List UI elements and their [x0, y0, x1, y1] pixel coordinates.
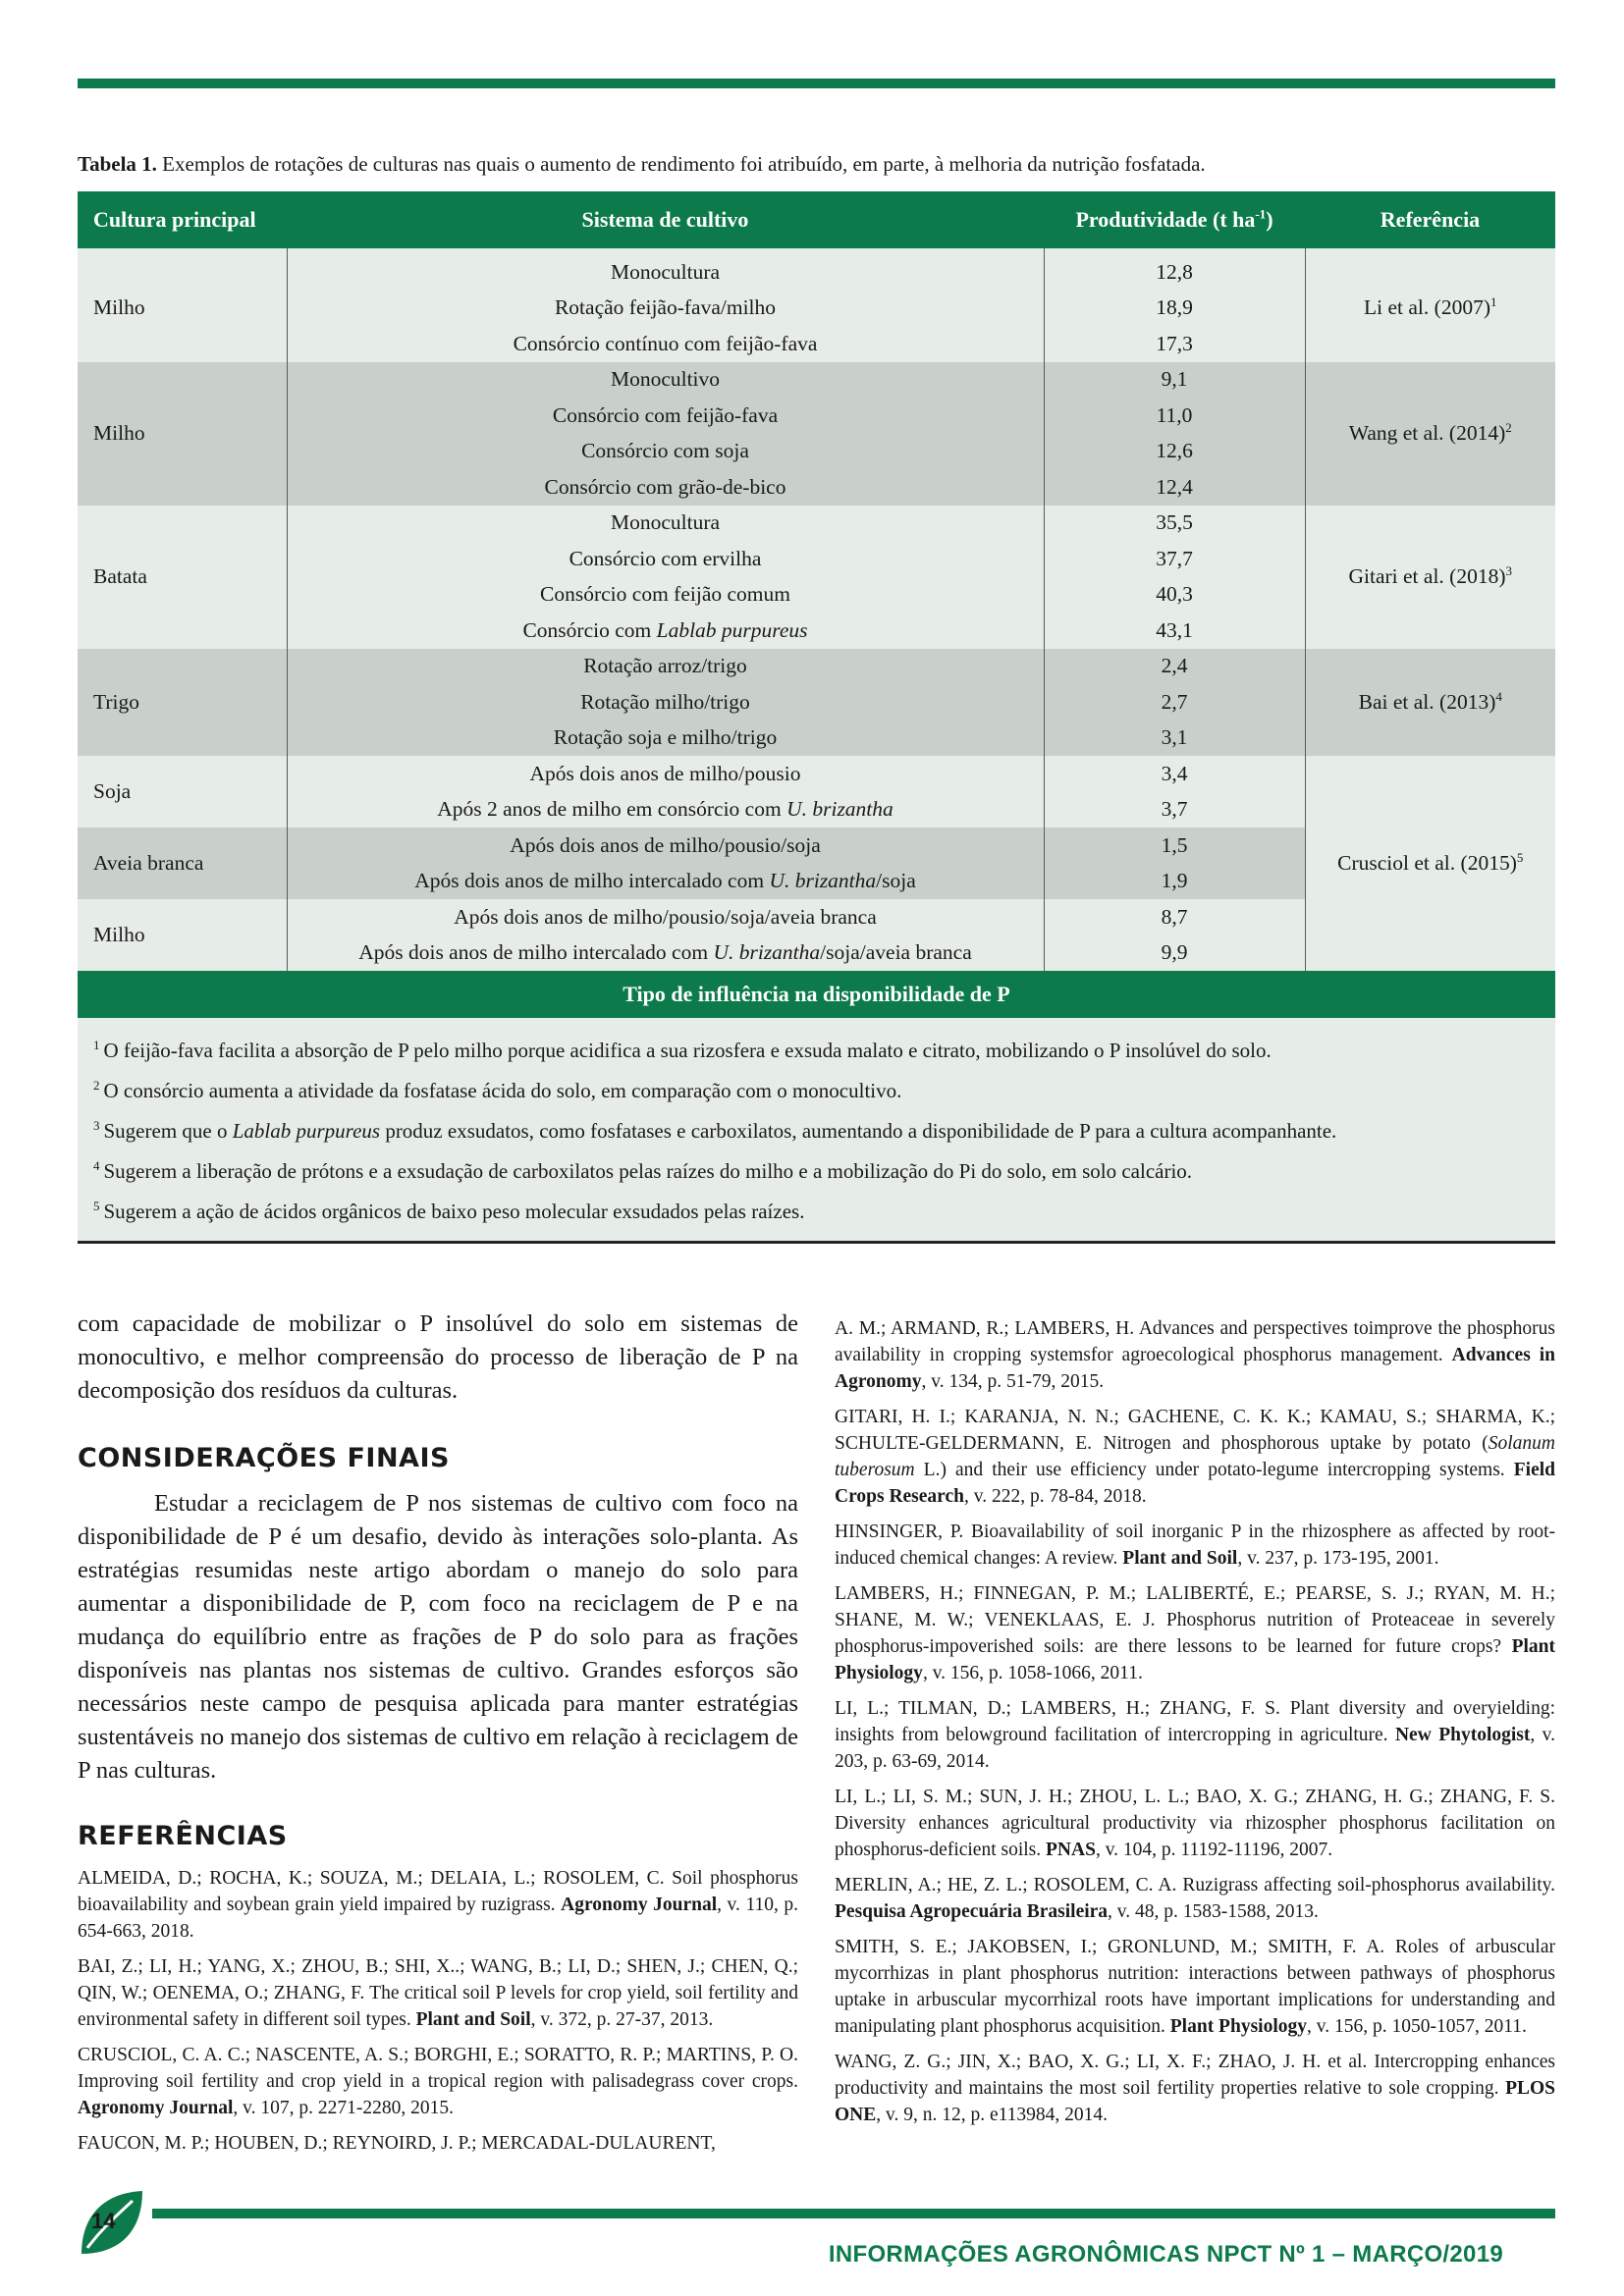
prod-cell: 11,0: [1044, 398, 1305, 434]
prod-cell: 12,8: [1044, 248, 1305, 291]
reference-item: LI, L.; TILMAN, D.; LAMBERS, H.; ZHANG, F. S. Plant diversity and overyielding: insights from belowground facilitation of intercropping in agriculture. New Phytologist, v. 203, p. 63-69, 2014.: [835, 1698, 1555, 1772]
prod-cell: 40,3: [1044, 577, 1305, 614]
cultura-cell: Batata: [78, 506, 287, 649]
prod-cell: 2,7: [1044, 684, 1305, 721]
reference-item: ALMEIDA, D.; ROCHA, K.; SOUZA, M.; DELAIA, L.; ROSOLEM, C. Soil phosphorus bioavailability and soybean grain yield impaired by ruzigrass. Agronomy Journal, v. 110, p. 654-663, 2018.: [78, 1868, 799, 1942]
prod-cell: 18,9: [1044, 291, 1305, 327]
referencia-cell: Crusciol et al. (2015)$^5$: [1305, 756, 1555, 971]
referencia-cell: Wang et al. (2014)$^2$: [1305, 362, 1555, 506]
table-1: [78, 191, 1555, 1244]
prod-cell: 37,7: [1044, 541, 1305, 577]
sistema-cell: Após dois anos de milho intercalado com U. brizantha/soja/aveia branca: [287, 935, 1044, 972]
journal-footer-title: INFORMAÇÕES AGRONÔMICAS NPCT Nº 1 – MARÇO/2019: [828, 2241, 1503, 2268]
sistema-cell: Consórcio com feijão-fava: [287, 398, 1044, 434]
reference-item: CRUSCIOL, C. A. C.; NASCENTE, A. S.; BORGHI, E.; SORATTO, R. P.; MARTINS, P. O. Improving soil fertility and crop yield in a tropical region with palisadegrass cover crops. Agronomy Journal, v. 107, p. 2271-2280, 2015.: [78, 2045, 798, 2118]
data-table: [78, 191, 1555, 971]
note-3: $^3$ Sugerem que o Lablab purpureus produz exsudatos, como fosfatases e carboxilatos, aumentando a disponibilidade de P para a cultura acompanhante.: [93, 1118, 1337, 1143]
note-1: $^1$ O feijão-fava facilita a absorção de P pelo milho porque acidifica a sua rizosfera e exsuda malato e citrato, mobilizando o P insolúvel do solo.: [93, 1038, 1272, 1062]
table-bottom-rule: [78, 1241, 1555, 1244]
sistema-cell: Rotação milho/trigo: [287, 684, 1044, 721]
table-caption: Tabela 1. Exemplos de rotações de culturas nas quais o aumento de rendimento foi atribuído, em parte, à melhoria da nutrição fosfatada.: [78, 152, 1206, 176]
prod-cell: 9,1: [1044, 362, 1305, 399]
top-rule: [78, 79, 1555, 88]
footer-rule: [152, 2209, 1555, 2218]
reference-item: BAI, Z.; LI, H.; YANG, X.; ZHOU, B.; SHI, X..; WANG, B.; LI, D.; SHEN, J.; CHEN, Q.; QIN, W.; OENEMA, O.; ZHANG, F. The critical soil P levels for crop yield, soil fertility and environmental safety in different soil types. Plant and Soil, v. 372, p. 27-37, 2013.: [78, 1956, 798, 2030]
reference-item: SMITH, S. E.; JAKOBSEN, I.; GRONLUND, M.; SMITH, F. A. Roles of arbuscular mycorrhizas in plant phosphorus nutrition: interactions between pathways of phosphorus uptake in arbuscular mycorrhizal roots have important implications for understanding and manipulating plant phosphorus acquisition. Plant Physiology, v. 156, p. 1050-1057, 2011.: [835, 1937, 1555, 2037]
sistema-cell: Monocultivo: [287, 362, 1044, 399]
sistema-cell: Após dois anos de milho/pousio: [287, 756, 1044, 792]
note-2: $^2$ O consórcio aumenta a atividade da fosfatase ácida do solo, em comparação com o monocultivo.: [93, 1078, 902, 1102]
table-notes: [78, 1018, 1555, 1241]
table-row: [78, 506, 1555, 542]
prod-cell: 9,9: [1044, 935, 1305, 972]
sistema-cell: Rotação feijão-fava/milho: [287, 291, 1044, 327]
prod-cell: 43,1: [1044, 613, 1305, 649]
prod-cell: 12,6: [1044, 434, 1305, 470]
header-sistema: Sistema de cultivo: [287, 191, 1044, 248]
reference-item: HINSINGER, P. Bioavailability of soil inorganic P in the rhizosphere as affected by root-induced chemical changes: A review. Plant and Soil, v. 237, p. 173-195, 2001.: [835, 1522, 1555, 1569]
header-produtividade: Produtividade (t ha$^{-1}$): [1044, 191, 1305, 248]
referencia-cell: Bai et al. (2013)$^4$: [1305, 649, 1555, 757]
reference-item: LI, L.; LI, S. M.; SUN, J. H.; ZHOU, L. L.; BAO, X. G.; ZHANG, H. G.; ZHANG, F. S. Diversity enhances agricultural productivity via rhizospher phosphorus facilitation on phosphorus-deficient soils. PNAS, v. 104, p. 11192-11196, 2007.: [835, 1787, 1555, 1860]
section-heading-refs: REFERÊNCIAS: [78, 1821, 288, 1851]
sistema-cell: Monocultura: [287, 506, 1044, 542]
intro-paragraph: com capacidade de mobilizar o P insolúvel do solo em sistemas de monocultivo, e melhor compreensão do processo de liberação de P na decomposição dos resíduos da culturas.: [78, 1310, 798, 1404]
prod-cell: 3,7: [1044, 792, 1305, 828]
cultura-cell: Milho: [78, 899, 287, 971]
prod-cell: 1,9: [1044, 864, 1305, 900]
sistema-cell: Consórcio com grão-de-bico: [287, 469, 1044, 506]
prod-cell: 2,4: [1044, 649, 1305, 685]
page-number: 14: [91, 2209, 116, 2233]
sistema-cell: Consórcio com soja: [287, 434, 1044, 470]
final-paragraph: Estudar a reciclagem de P nos sistemas de cultivo com foco na disponibilidade de P é um desafio, devido às interações solo-planta. As estratégias resumidas neste artigo abordam o manejo do solo para aumentar a disponibilidade de P, com foco na reciclagem de P e na mudança do equilíbrio entre as frações de P do solo para as frações disponíveis nas plantas nos sistemas de cultivo. Grandes esforços são necessários neste campo de pesquisa aplicada para manter estratégias sustentáveis no manejo dos sistemas de cultivo em relação à reciclagem de P nas culturas.: [78, 1490, 798, 1784]
section-heading-final: CONSIDERAÇÕES FINAIS: [78, 1443, 450, 1473]
cultura-cell: Aveia branca: [78, 828, 287, 899]
header-cultura: Cultura principal: [78, 191, 287, 248]
reference-item: LAMBERS, H.; FINNEGAN, P. M.; LALIBERTÉ, E.; PEARSE, S. J.; RYAN, M. H.; SHANE, M. W.; VENEKLAAS, E. J. Phosphorus nutrition of Proteaceae in severely phosphorus-impoverished soils: are there lessons to be learned for future crops? Plant Physiology, v. 156, p. 1058-1066, 2011.: [835, 1583, 1555, 1683]
reference-item: GITARI, H. I.; KARANJA, N. N.; GACHENE, C. K. K.; KAMAU, S.; SHARMA, K.; SCHULTE-GELDERMANN, E. Nitrogen and phosphorous uptake by potato (Solanum tuberosum L.) and their use efficiency under potato-legume intercropping systems. Field Crops Research, v. 222, p. 78-84, 2018.: [835, 1407, 1555, 1507]
reference-item: MERLIN, A.; HE, Z. L.; ROSOLEM, C. A. Ruzigrass affecting soil-phosphorus availability. Pesquisa Agropecuária Brasileira, v. 48, p. 1583-1588, 2013.: [835, 1875, 1555, 1922]
sistema-cell: Após dois anos de milho intercalado com U. brizantha/soja: [287, 864, 1044, 900]
cultura-cell: Soja: [78, 756, 287, 828]
referencia-cell: Li et al. (2007)$^1$: [1305, 248, 1555, 362]
prod-cell: 3,1: [1044, 721, 1305, 757]
header-referencia: Referência: [1305, 191, 1555, 248]
prod-cell: 35,5: [1044, 506, 1305, 542]
table-row: [78, 362, 1555, 399]
prod-cell: 3,4: [1044, 756, 1305, 792]
table-row: [78, 756, 1555, 792]
sistema-cell: Após 2 anos de milho em consórcio com U. brizantha: [287, 792, 1044, 828]
prod-cell: 17,3: [1044, 326, 1305, 362]
sistema-cell: Monocultura: [287, 248, 1044, 291]
sistema-cell: Rotação soja e milho/trigo: [287, 721, 1044, 757]
sistema-cell: Consórcio com Lablab purpureus: [287, 613, 1044, 649]
cultura-cell: Trigo: [78, 649, 287, 757]
cultura-cell: Milho: [78, 362, 287, 506]
table-header-row: [78, 191, 1555, 248]
sistema-cell: Consórcio com feijão comum: [287, 577, 1044, 614]
sistema-cell: Rotação arroz/trigo: [287, 649, 1044, 685]
left-column: [78, 1308, 798, 2165]
sistema-cell: Após dois anos de milho/pousio/soja: [287, 828, 1044, 864]
table-row: [78, 248, 1555, 291]
sistema-cell: Consórcio com ervilha: [287, 541, 1044, 577]
prod-cell: 8,7: [1044, 899, 1305, 935]
note-4: $^4$ Sugerem a liberação de prótons e a exsudação de carboxilatos pelas raízes do milho e a mobilização do Pi do solo, em solo calcário.: [93, 1158, 1193, 1183]
note-5: $^5$ Sugerem a ação de ácidos orgânicos de baixo peso molecular exsudados pelas raízes.: [93, 1199, 805, 1223]
referencia-cell: Gitari et al. (2018)$^3$: [1305, 506, 1555, 649]
prod-cell: 12,4: [1044, 469, 1305, 506]
reference-item: FAUCON, M. P.; HOUBEN, D.; REYNOIRD, J. P.; MERCADAL-DULAURENT,: [78, 2133, 716, 2154]
right-column: [835, 1315, 1555, 2137]
sistema-cell: Após dois anos de milho/pousio/soja/aveia branca: [287, 899, 1044, 935]
table-row: [78, 649, 1555, 685]
reference-item: WANG, Z. G.; JIN, X.; BAO, X. G.; LI, X. F.; ZHAO, J. H. et al. Intercropping enhances productivity and maintains the most soil fertility properties relative to sole cropping. PLOS ONE, v. 9, n. 12, p. e113984, 2014.: [835, 2052, 1555, 2125]
cultura-cell: Milho: [78, 248, 287, 362]
reference-item: A. M.; ARMAND, R.; LAMBERS, H. Advances and perspectives toimprove the phosphorus availability in cropping systemsfor agroecological phosphorus management. Advances in Agronomy, v. 134, p. 51-79, 2015.: [835, 1318, 1556, 1392]
prod-cell: 1,5: [1044, 828, 1305, 864]
sistema-cell: Consórcio contínuo com feijão-fava: [287, 326, 1044, 362]
influence-header: Tipo de influência na disponibilidade de P: [78, 971, 1555, 1018]
